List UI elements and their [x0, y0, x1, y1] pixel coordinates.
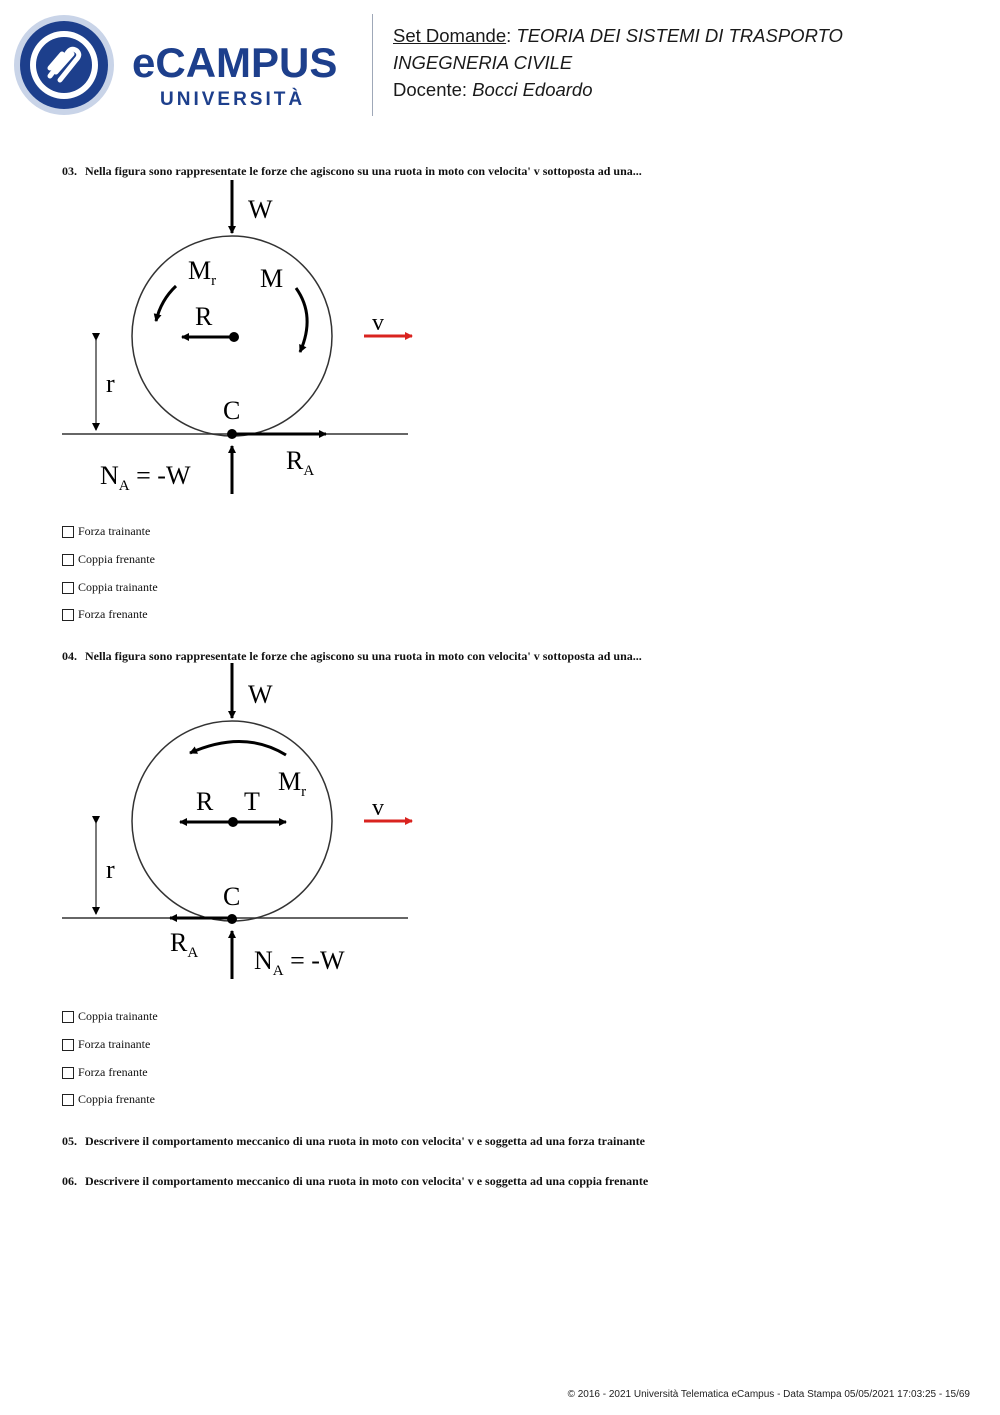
checkbox-icon[interactable]	[62, 1067, 74, 1079]
option-label: Coppia frenante	[78, 1092, 155, 1106]
header-separator: :	[506, 25, 517, 46]
header-line-2	[393, 49, 843, 76]
label-v: v	[372, 310, 384, 336]
question-06	[62, 1174, 648, 1189]
docente-name: Bocci Edoardo	[472, 79, 593, 100]
question-number: 03.	[62, 164, 77, 178]
course-subtitle: INGEGNERIA CIVILE	[393, 52, 573, 73]
ecampus-logo-icon	[14, 15, 114, 115]
label-Mr: $M_r$	[278, 767, 307, 800]
checkbox-icon[interactable]	[62, 526, 74, 538]
ecampus-logo	[14, 14, 374, 116]
moment-mr-arrow	[190, 741, 286, 755]
option-row[interactable]	[62, 1092, 155, 1107]
option-row[interactable]	[62, 524, 150, 539]
label-RA: $R_A$	[170, 928, 199, 961]
label-T: T	[244, 787, 260, 816]
label-NA: $N_A = -W$	[254, 946, 345, 979]
question-text: Descrivere il comportamento meccanico di una ruota in moto con velocita' v e soggetta ad una forza trainante	[85, 1134, 646, 1148]
course-title: TEORIA DEI SISTEMI DI TRASPORTO	[516, 25, 843, 46]
label-R: R	[196, 787, 214, 816]
moment-mr-arrow	[156, 286, 176, 321]
option-row[interactable]	[62, 1037, 150, 1052]
question-05	[62, 1134, 645, 1149]
option-label: Forza frenante	[78, 607, 148, 621]
option-label: Forza frenante	[78, 1065, 148, 1079]
header-line-3	[393, 76, 843, 103]
page-footer: © 2016 - 2021 Università Telematica eCampus - Data Stampa 05/05/2021 17:03:25 - 15/69	[567, 1389, 970, 1400]
label-W: W	[248, 680, 273, 709]
question-text: Nella figura sono rappresentate le forze che agiscono su una ruota in moto con velocita' v sottoposta ad una...	[85, 649, 642, 663]
question-text: Descrivere il comportamento meccanico di una ruota in moto con velocita' v e soggetta ad una coppia frenante	[85, 1174, 649, 1188]
checkbox-icon[interactable]	[62, 582, 74, 594]
option-label: Forza trainante	[78, 524, 151, 538]
logo-subtitle: UNIVERSITÀ	[160, 89, 306, 110]
label-v: v	[372, 795, 384, 821]
option-label: Forza trainante	[78, 1037, 151, 1051]
wheel-diagram-04	[58, 661, 418, 991]
label-NA: $N_A = -W$	[100, 461, 191, 494]
option-row[interactable]	[62, 607, 148, 622]
logo-word: eCAMPUS	[132, 39, 338, 86]
question-number: 06.	[62, 1174, 77, 1188]
label-C: C	[223, 396, 241, 425]
set-domande-label: Set Domande	[393, 25, 507, 46]
moment-m-arrow	[296, 288, 307, 352]
label-r: r	[106, 855, 115, 884]
option-row[interactable]	[62, 580, 158, 595]
option-label: Coppia trainante	[78, 580, 158, 594]
label-Mr: $M_r$	[188, 256, 217, 289]
option-row[interactable]	[62, 552, 155, 567]
option-row[interactable]	[62, 1009, 158, 1024]
label-M: M	[260, 264, 284, 293]
checkbox-icon[interactable]	[62, 609, 74, 621]
checkbox-icon[interactable]	[62, 554, 74, 566]
label-W: W	[248, 195, 273, 224]
label-RA: $R_A$	[286, 446, 315, 479]
question-number: 05.	[62, 1134, 77, 1148]
docente-label: Docente:	[393, 79, 473, 100]
option-label: Coppia frenante	[78, 552, 155, 566]
wheel-diagram-03	[58, 176, 418, 506]
option-label: Coppia trainante	[78, 1009, 158, 1023]
checkbox-icon[interactable]	[62, 1039, 74, 1051]
label-C: C	[223, 882, 241, 911]
header-line-1	[393, 22, 843, 49]
label-r: r	[106, 369, 115, 398]
header-divider	[372, 14, 373, 116]
question-number: 04.	[62, 649, 77, 663]
question-text: Nella figura sono rappresentate le forze che agiscono su una ruota in moto con velocita' v sottoposta ad una...	[85, 164, 642, 178]
option-row[interactable]	[62, 1065, 148, 1080]
checkbox-icon[interactable]	[62, 1011, 74, 1023]
checkbox-icon[interactable]	[62, 1094, 74, 1106]
header-info	[393, 22, 843, 103]
label-R: R	[195, 302, 213, 331]
